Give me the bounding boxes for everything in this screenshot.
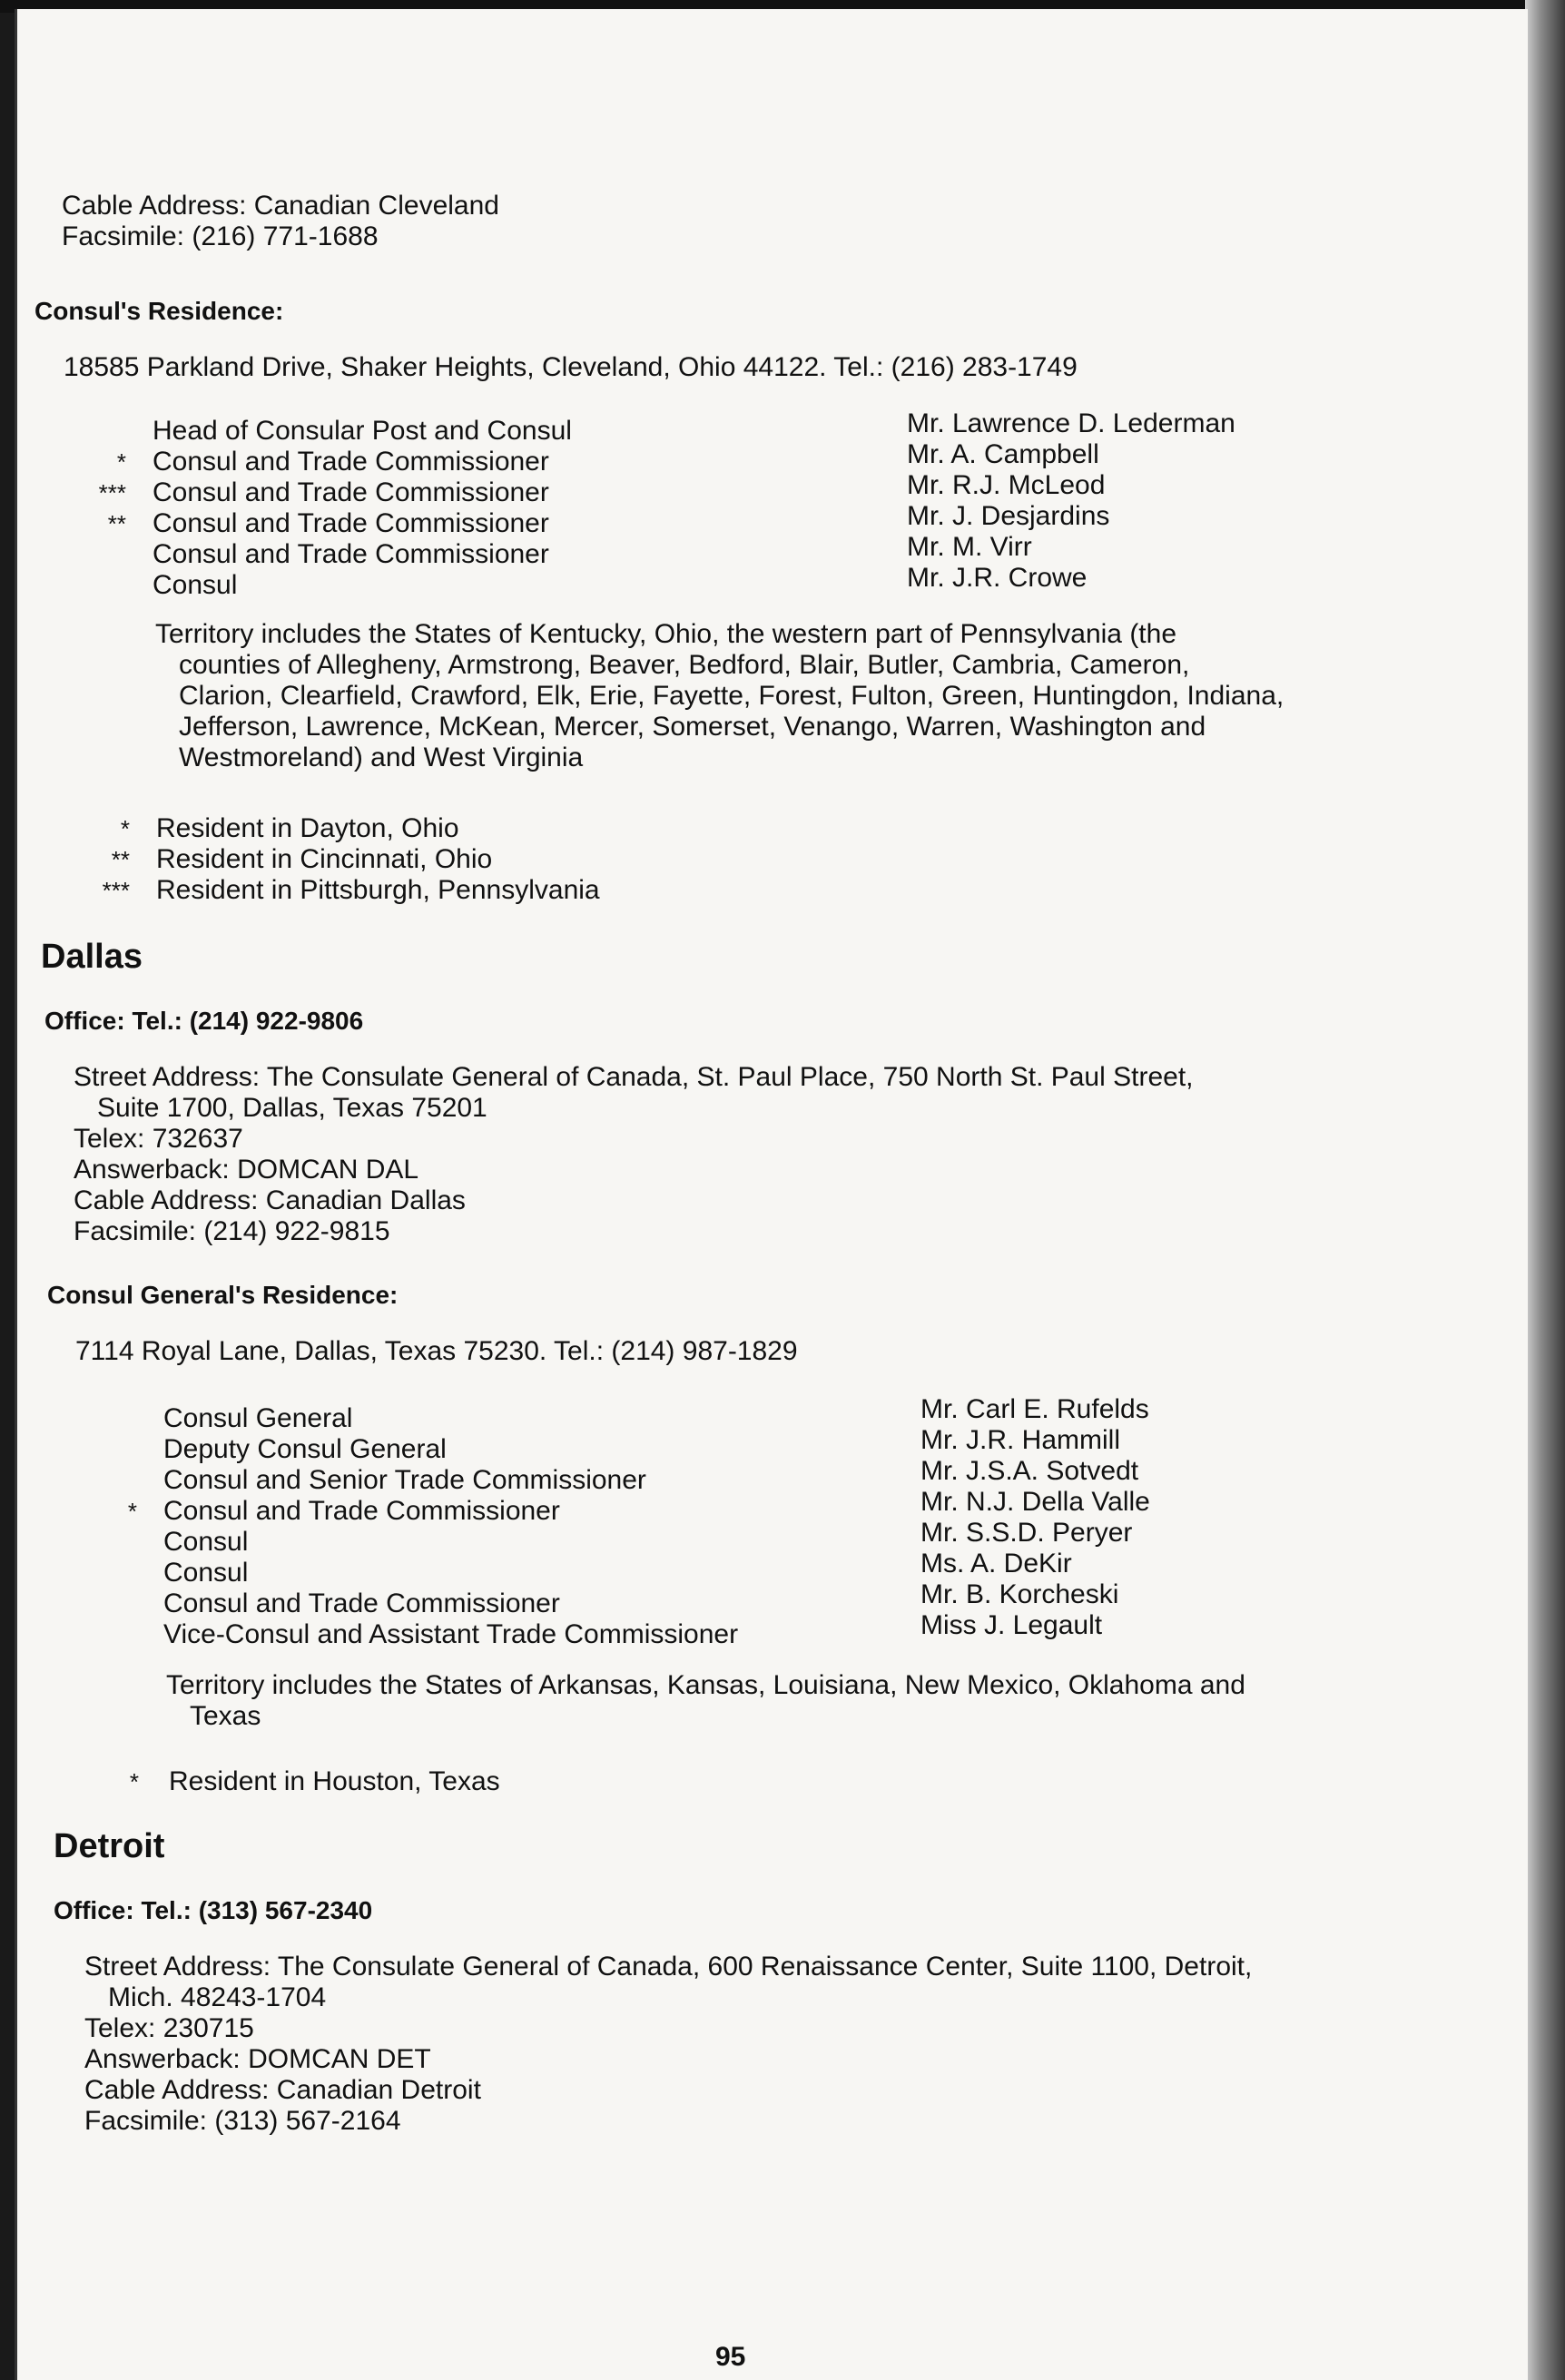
staff-title: Vice-Consul and Assistant Trade Commissioner bbox=[163, 1619, 739, 1649]
dallas-residence-heading: Consul General's Residence: bbox=[47, 1281, 399, 1309]
staff-name: Mr. N.J. Della Valle bbox=[920, 1487, 1150, 1517]
territory-line: counties of Allegheny, Armstrong, Beaver, Bedford, Blair, Butler, Cambria, Cameron, bbox=[179, 650, 1190, 680]
detroit-street-address: Street Address: The Consulate General of Canada, 600 Renaissance Center, Suite 1100, Detroit, bbox=[84, 1952, 1253, 1982]
staff-mark: * bbox=[116, 448, 126, 476]
territory-line: Texas bbox=[190, 1701, 261, 1731]
staff-name: Mr. M. Virr bbox=[907, 532, 1032, 562]
detroit-facsimile: Facsimile: (313) 567-2164 bbox=[84, 2106, 401, 2136]
dallas-heading: Dallas bbox=[41, 938, 143, 976]
territory-line: Clarion, Clearfield, Crawford, Elk, Erie, Fayette, Forest, Fulton, Green, Huntingdon, Indiana, bbox=[179, 681, 1284, 711]
dallas-telex: Telex: 732637 bbox=[74, 1124, 243, 1154]
staff-name: Mr. J. Desjardins bbox=[907, 501, 1110, 531]
staff-name: Ms. A. DeKir bbox=[920, 1549, 1072, 1578]
staff-mark: * bbox=[127, 1498, 137, 1525]
detroit-street-address-cont: Mich. 48243-1704 bbox=[108, 1982, 327, 2012]
staff-title: Consul and Trade Commissioner bbox=[153, 539, 549, 569]
note-text: Resident in Dayton, Ohio bbox=[156, 813, 459, 843]
dallas-answerback: Answerback: DOMCAN DAL bbox=[74, 1155, 419, 1185]
staff-mark: *** bbox=[98, 479, 126, 506]
staff-title: Consul and Trade Commissioner bbox=[153, 477, 549, 507]
staff-name: Mr. A. Campbell bbox=[907, 439, 1099, 469]
note-text: Resident in Houston, Texas bbox=[169, 1766, 500, 1796]
staff-title: Consul bbox=[163, 1558, 249, 1588]
staff-title: Consul and Trade Commissioner bbox=[163, 1588, 560, 1618]
staff-mark: ** bbox=[107, 510, 126, 537]
page-right-edge bbox=[1525, 0, 1565, 2380]
dallas-facsimile: Facsimile: (214) 922-9815 bbox=[74, 1216, 390, 1246]
dallas-cable-address: Cable Address: Canadian Dallas bbox=[74, 1185, 466, 1215]
cleveland-cable-address: Cable Address: Canadian Cleveland bbox=[62, 191, 499, 221]
staff-title: Consul and Trade Commissioner bbox=[153, 508, 549, 538]
note-mark: * bbox=[120, 815, 130, 842]
document-page bbox=[15, 9, 1528, 2380]
dallas-office-tel: Office: Tel.: (214) 922-9806 bbox=[44, 1007, 364, 1035]
cleveland-facsimile: Facsimile: (216) 771-1688 bbox=[62, 221, 379, 251]
dallas-residence-address: 7114 Royal Lane, Dallas, Texas 75230. Tel.: (214) 987-1829 bbox=[75, 1336, 798, 1366]
staff-name: Miss J. Legault bbox=[920, 1610, 1103, 1640]
note-mark: ** bbox=[111, 846, 130, 873]
staff-title: Head of Consular Post and Consul bbox=[153, 416, 572, 446]
territory-line: Jefferson, Lawrence, McKean, Mercer, Somerset, Venango, Warren, Washington and bbox=[179, 712, 1206, 742]
note-text: Resident in Pittsburgh, Pennsylvania bbox=[156, 875, 600, 905]
note-text: Resident in Cincinnati, Ohio bbox=[156, 844, 493, 874]
detroit-telex: Telex: 230715 bbox=[84, 2013, 254, 2043]
note-mark: *** bbox=[102, 877, 130, 904]
territory-line: Westmoreland) and West Virginia bbox=[179, 743, 584, 772]
staff-name: Mr. Carl E. Rufelds bbox=[920, 1394, 1149, 1424]
cleveland-residence-address: 18585 Parkland Drive, Shaker Heights, Cleveland, Ohio 44122. Tel.: (216) 283-1749 bbox=[64, 352, 1078, 382]
staff-name: Mr. J.R. Hammill bbox=[920, 1425, 1120, 1455]
staff-name: Mr. S.S.D. Peryer bbox=[920, 1518, 1133, 1548]
note-mark: * bbox=[129, 1768, 139, 1795]
staff-name: Mr. J.S.A. Sotvedt bbox=[920, 1456, 1139, 1486]
territory-line: Territory includes the States of Kentucky, Ohio, the western part of Pennsylvania (the bbox=[155, 619, 1177, 649]
staff-title: Consul General bbox=[163, 1403, 353, 1433]
staff-title: Deputy Consul General bbox=[163, 1434, 447, 1464]
staff-name: Mr. J.R. Crowe bbox=[907, 563, 1088, 593]
dallas-street-address-cont: Suite 1700, Dallas, Texas 75201 bbox=[97, 1093, 487, 1123]
detroit-cable-address: Cable Address: Canadian Detroit bbox=[84, 2075, 481, 2105]
staff-title: Consul and Senior Trade Commissioner bbox=[163, 1465, 646, 1495]
dallas-street-address: Street Address: The Consulate General of Canada, St. Paul Place, 750 North St. Paul Street, bbox=[74, 1062, 1194, 1092]
detroit-answerback: Answerback: DOMCAN DET bbox=[84, 2044, 431, 2074]
detroit-office-tel: Office: Tel.: (313) 567-2340 bbox=[54, 1896, 373, 1924]
staff-name: Mr. R.J. McLeod bbox=[907, 470, 1106, 500]
staff-title: Consul and Trade Commissioner bbox=[163, 1496, 560, 1526]
staff-name: Mr. B. Korcheski bbox=[920, 1579, 1119, 1609]
staff-title: Consul bbox=[163, 1527, 249, 1557]
detroit-heading: Detroit bbox=[54, 1827, 165, 1865]
cleveland-residence-heading: Consul's Residence: bbox=[34, 297, 284, 325]
territory-line: Territory includes the States of Arkansas, Kansas, Louisiana, New Mexico, Oklahoma and bbox=[166, 1670, 1245, 1700]
staff-title: Consul bbox=[153, 570, 238, 600]
staff-name: Mr. Lawrence D. Lederman bbox=[907, 408, 1235, 438]
staff-title: Consul and Trade Commissioner bbox=[153, 447, 549, 477]
page-number: 95 bbox=[715, 2342, 746, 2372]
